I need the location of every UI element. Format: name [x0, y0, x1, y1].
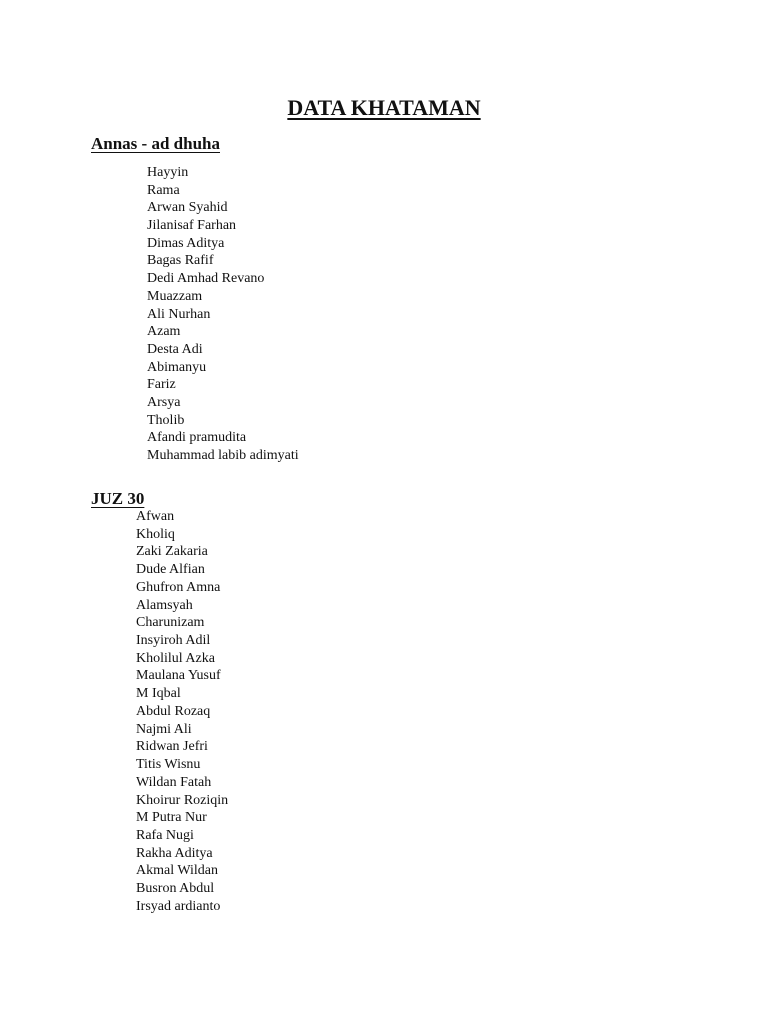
name-list-item: Dimas Aditya: [147, 235, 225, 251]
name-list-annas-ad-dhuha: [147, 164, 299, 465]
name-list-item: Dude Alfian: [136, 562, 205, 578]
name-list-item: Insyiroh Adil: [136, 633, 211, 649]
name-list-item: Abimanyu: [147, 359, 207, 375]
name-list-item: Titis Wisnu: [136, 757, 201, 773]
document-title-text: DATA KHATAMAN: [287, 95, 481, 120]
name-list-item: Irsyad ardianto: [136, 898, 221, 914]
name-list-item: Muazzam: [147, 288, 203, 304]
name-list-item: Bagas Rafif: [147, 253, 214, 269]
name-list-item: Rama: [147, 182, 180, 198]
name-list-item: Afandi pramudita: [147, 430, 247, 446]
section-heading-juz-30: JUZ 30: [91, 489, 145, 508]
name-list-item: Afwan: [136, 509, 175, 524]
section-heading-annas-ad-dhuha: Annas - ad dhuha: [91, 134, 220, 153]
document-title: [0, 94, 768, 122]
name-list-item: Akmal Wildan: [136, 863, 218, 879]
name-list-item: Jilanisaf Farhan: [147, 218, 237, 234]
name-list-item: Najmi Ali: [136, 721, 192, 737]
name-list-item: Ali Nurhan: [147, 306, 211, 322]
name-list-item: Dedi Amhad Revano: [147, 271, 265, 287]
name-list-item: Rafa Nugi: [136, 827, 194, 843]
name-list-item: Tholib: [147, 412, 185, 428]
name-list-item: Arwan Syahid: [147, 200, 228, 216]
name-list-item: M Iqbal: [136, 686, 181, 702]
name-list-item: Charunizam: [136, 615, 205, 631]
name-list-item: Rakha Aditya: [136, 845, 213, 861]
name-list-item: Ridwan Jefri: [136, 739, 208, 755]
name-list-item: Azam: [147, 324, 181, 340]
name-list-item: Muhammad labib adimyati: [147, 448, 299, 463]
name-list-item: Desta Adi: [147, 341, 203, 357]
name-list-item: Kholiq: [136, 526, 175, 542]
name-list-item: Arsya: [147, 394, 181, 410]
name-list-item: Ghufron Amna: [136, 579, 221, 595]
name-list-item: Maulana Yusuf: [136, 668, 221, 684]
name-list-item: Alamsyah: [136, 597, 193, 613]
name-list-item: Kholilul Azka: [136, 650, 215, 666]
name-list-item: Wildan Fatah: [136, 774, 212, 790]
name-list-item: Fariz: [147, 377, 176, 393]
name-list-item: Hayyin: [147, 165, 189, 180]
name-list-item: Khoirur Roziqin: [136, 792, 229, 808]
name-list-item: M Putra Nur: [136, 810, 207, 826]
name-list-item: Zaki Zakaria: [136, 544, 208, 560]
name-list-juz-30: [136, 508, 228, 916]
name-list-item: Busron Abdul: [136, 881, 215, 897]
name-list-item: Abdul Rozaq: [136, 703, 211, 719]
